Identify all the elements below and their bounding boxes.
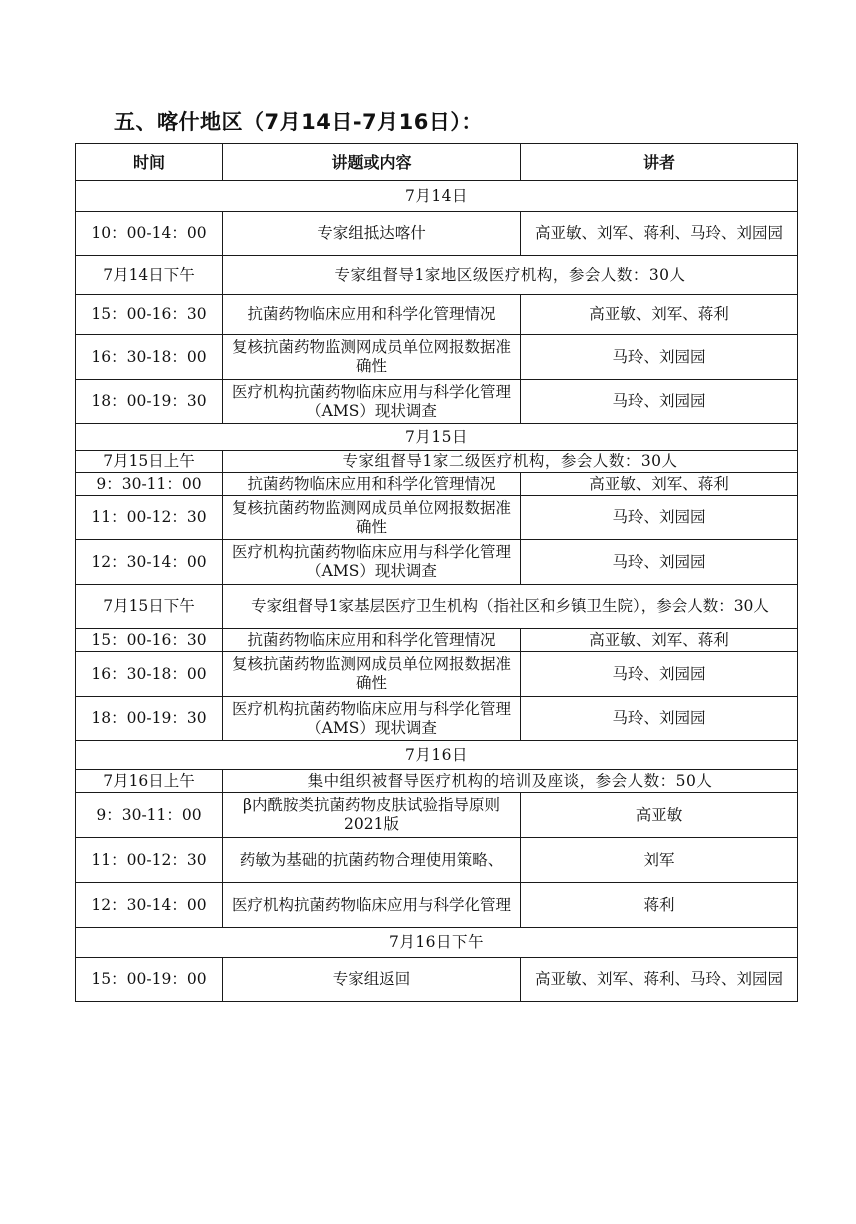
table-row bbox=[76, 496, 798, 540]
schedule-table bbox=[75, 143, 798, 1002]
speaker-cell: 高亚敏、刘军、蒋利 bbox=[521, 629, 798, 652]
speaker-cell: 刘军 bbox=[521, 838, 798, 883]
session-time-cell: 7月15日下午 bbox=[76, 585, 223, 629]
time-cell: 16：30-18：00 bbox=[76, 335, 223, 380]
session-time-cell: 7月16日上午 bbox=[76, 770, 223, 793]
time-cell: 9：30-11：00 bbox=[76, 793, 223, 838]
table-row bbox=[76, 958, 798, 1002]
time-cell: 11：00-12：30 bbox=[76, 496, 223, 540]
speaker-cell: 马玲、刘园园 bbox=[521, 540, 798, 585]
time-cell: 15：00-19：00 bbox=[76, 958, 223, 1002]
content-cell: 抗菌药物临床应用和科学化管理情况 bbox=[223, 473, 521, 496]
table-row bbox=[76, 629, 798, 652]
session-row bbox=[76, 256, 798, 295]
table-header-row bbox=[76, 144, 798, 181]
table-row bbox=[76, 540, 798, 585]
content-cell: 医疗机构抗菌药物临床应用与科学化管理（AMS）现状调查 bbox=[223, 540, 521, 585]
table-row bbox=[76, 380, 798, 424]
section-title: 五、喀什地区（7月14日-7月16日）： bbox=[114, 110, 483, 134]
speaker-cell: 高亚敏 bbox=[521, 793, 798, 838]
session-content-cell: 专家组督导1家二级医疗机构，参会人数：30人 bbox=[223, 451, 798, 473]
session-time-cell: 7月14日下午 bbox=[76, 256, 223, 295]
speaker-cell: 马玲、刘园园 bbox=[521, 380, 798, 424]
header-content: 讲题或内容 bbox=[223, 144, 521, 181]
time-cell: 9：30-11：00 bbox=[76, 473, 223, 496]
table-row bbox=[76, 838, 798, 883]
content-cell: 药敏为基础的抗菌药物合理使用策略、 bbox=[223, 838, 521, 883]
time-cell: 18：00-19：30 bbox=[76, 697, 223, 741]
day-label: 7月16日下午 bbox=[76, 928, 798, 958]
session-content-cell: 专家组督导1家基层医疗卫生机构（指社区和乡镇卫生院），参会人数：30人 bbox=[223, 585, 798, 629]
content-cell: 医疗机构抗菌药物临床应用与科学化管理（AMS）现状调查 bbox=[223, 697, 521, 741]
content-cell: 复核抗菌药物监测网成员单位网报数据准确性 bbox=[223, 652, 521, 697]
content-cell: 复核抗菌药物监测网成员单位网报数据准确性 bbox=[223, 496, 521, 540]
day-label: 7月15日 bbox=[76, 424, 798, 451]
speaker-cell: 蒋利 bbox=[521, 883, 798, 928]
time-cell: 10：00-14：00 bbox=[76, 212, 223, 256]
table-row bbox=[76, 697, 798, 741]
day-row bbox=[76, 928, 798, 958]
header-time: 时间 bbox=[76, 144, 223, 181]
content-cell: 专家组抵达喀什 bbox=[223, 212, 521, 256]
time-cell: 12：30-14：00 bbox=[76, 540, 223, 585]
content-cell: 抗菌药物临床应用和科学化管理情况 bbox=[223, 629, 521, 652]
time-cell: 18：00-19：30 bbox=[76, 380, 223, 424]
time-cell: 11：00-12：30 bbox=[76, 838, 223, 883]
session-content-cell: 专家组督导1家地区级医疗机构，参会人数：30人 bbox=[223, 256, 798, 295]
session-row bbox=[76, 585, 798, 629]
speaker-cell: 马玲、刘园园 bbox=[521, 652, 798, 697]
table-row bbox=[76, 473, 798, 496]
content-cell: 抗菌药物临床应用和科学化管理情况 bbox=[223, 295, 521, 335]
day-row bbox=[76, 424, 798, 451]
speaker-cell: 高亚敏、刘军、蒋利、马玲、刘园园 bbox=[521, 958, 798, 1002]
time-cell: 15：00-16：30 bbox=[76, 629, 223, 652]
content-cell: 专家组返回 bbox=[223, 958, 521, 1002]
content-cell: β内酰胺类抗菌药物皮肤试验指导原则2021版 bbox=[223, 793, 521, 838]
content-cell: 复核抗菌药物监测网成员单位网报数据准确性 bbox=[223, 335, 521, 380]
time-cell: 12：30-14：00 bbox=[76, 883, 223, 928]
day-row bbox=[76, 741, 798, 770]
table-row bbox=[76, 335, 798, 380]
content-cell: 医疗机构抗菌药物临床应用与科学化管理 bbox=[223, 883, 521, 928]
day-label: 7月16日 bbox=[76, 741, 798, 770]
session-time-cell: 7月15日上午 bbox=[76, 451, 223, 473]
table-row bbox=[76, 212, 798, 256]
session-row bbox=[76, 770, 798, 793]
header-speaker: 讲者 bbox=[521, 144, 798, 181]
content-cell: 医疗机构抗菌药物临床应用与科学化管理（AMS）现状调查 bbox=[223, 380, 521, 424]
time-cell: 15：00-16：30 bbox=[76, 295, 223, 335]
speaker-cell: 高亚敏、刘军、蒋利 bbox=[521, 295, 798, 335]
time-cell: 16：30-18：00 bbox=[76, 652, 223, 697]
day-row bbox=[76, 181, 798, 212]
speaker-cell: 马玲、刘园园 bbox=[521, 496, 798, 540]
speaker-cell: 高亚敏、刘军、蒋利、马玲、刘园园 bbox=[521, 212, 798, 256]
table-row bbox=[76, 295, 798, 335]
table-row bbox=[76, 883, 798, 928]
speaker-cell: 马玲、刘园园 bbox=[521, 335, 798, 380]
table-row bbox=[76, 652, 798, 697]
day-label: 7月14日 bbox=[76, 181, 798, 212]
speaker-cell: 高亚敏、刘军、蒋利 bbox=[521, 473, 798, 496]
session-content-cell: 集中组织被督导医疗机构的培训及座谈，参会人数：50人 bbox=[223, 770, 798, 793]
session-row bbox=[76, 451, 798, 473]
table-row bbox=[76, 793, 798, 838]
speaker-cell: 马玲、刘园园 bbox=[521, 697, 798, 741]
